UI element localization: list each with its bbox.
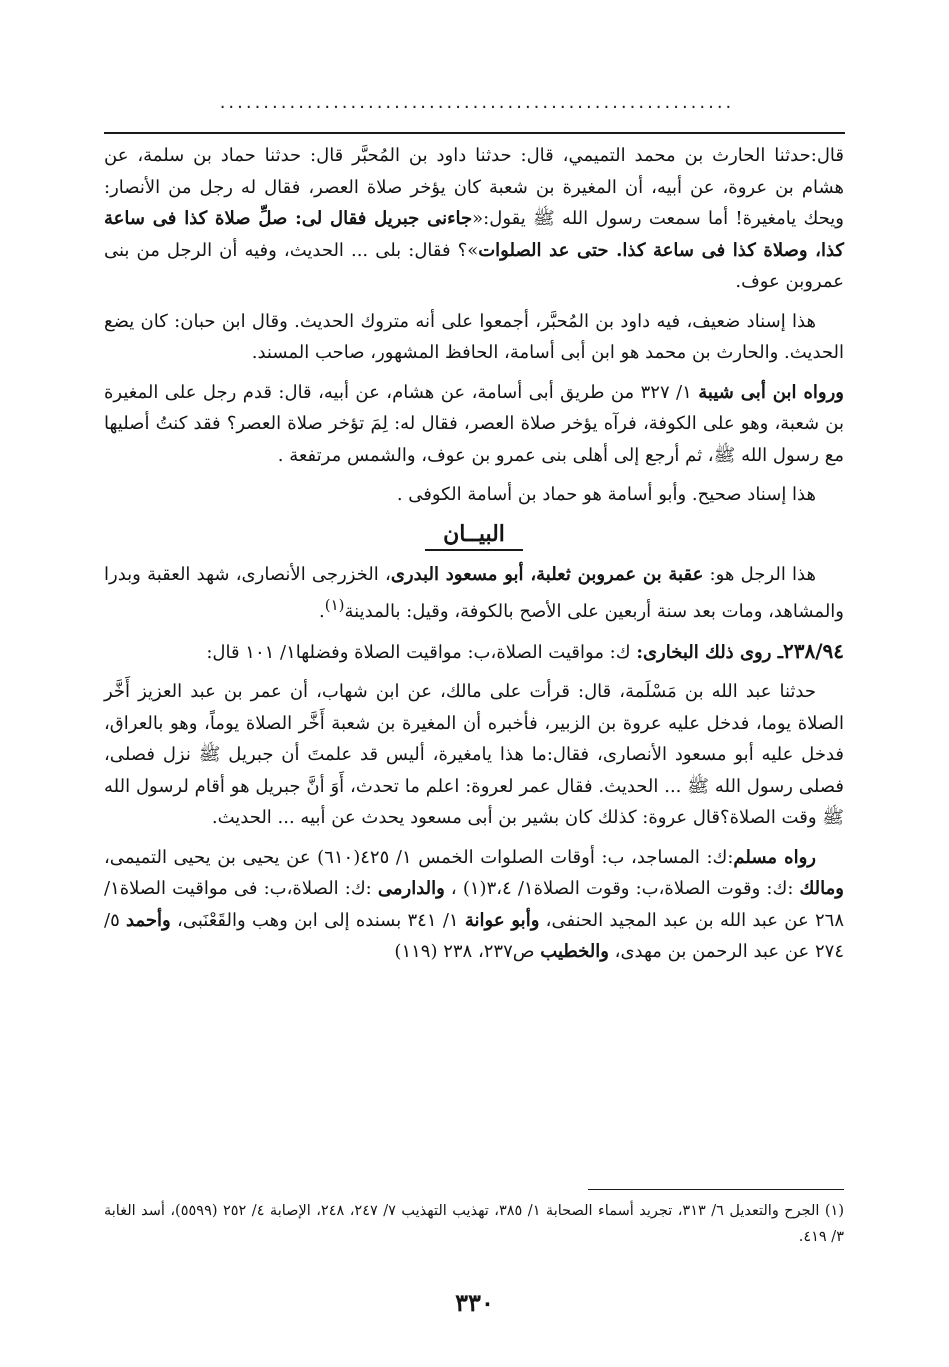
section-heading <box>104 519 844 551</box>
source-abu-awana: وأبو عوانة <box>464 909 540 931</box>
decorative-dotted-line: ........................................................... <box>219 92 735 113</box>
section-heading-text: البيــان <box>425 519 523 551</box>
paragraph-hadith-text <box>104 140 844 298</box>
paragraph-bukhari-text: حدثنا عبد الله بن مَسْلَمة، قال: قرأت على مالك، عن ابن شهاب، أن عمر بن عبد العزيز أَخَّر الصلاة يوما، فدخل عليه عروة بن الزبير، فأخبره أن المغيرة بن شعبة أَخَّر الصلاة يوماً، وهو بالعراق، فدخل عليه أبو مسعود الأنصارى، فقال:ما هذا يامغيرة، أليس قد علمتَ أن جبريل ﷺ نزل فصلى، فصلى رسول الله ﷺ ... الحديث. فقال عمر لعروة: اعلم ما تحدث، أَوَ أنَّ جبريل هو أقام لرسول الله ﷺ وقت الصلاة؟قال عروة: كذلك كان بشير بن أبى مسعود يحدث عن أبيه ... الحديث. <box>104 681 844 828</box>
paragraph-man-identity <box>104 559 844 628</box>
identity-text: ، الخزرجى الأنصارى، شهد العقبة وبدرا والمشاهد، ومات بعد سنة أربعين على الأصح بالكوفة، وقيل: بالمدينة <box>104 563 844 622</box>
footnote-1: (١) الجرح والتعديل ٦/ ٣١٣، تجريد أسماء الصحابة ١/ ٣٨٥، تهذيب التهذيب ٧/ ٢٤٧، ٢٤٨، الإصابة ٤/ ٢٥٢ (٥٥٩٩)، أسد الغابة ٣/ ٤١٩. <box>104 1203 845 1245</box>
source-muslim: رواه مسلم <box>733 846 816 868</box>
khatib-ref: ص٢٣٧، ٢٣٨ (١١٩) <box>394 941 541 962</box>
bukhari-ref: ك: مواقيت الصلاة،ب: مواقيت الصلاة وفضلها١/ ١٠١ قال: <box>206 641 637 663</box>
top-rule <box>104 132 845 134</box>
footnotes <box>104 1198 844 1250</box>
paragraph-ibn-abi-shayba <box>104 377 844 472</box>
ibn-abi-shayba-text: ١/ ٣٢٧ من طريق أبى أسامة، عن هشام، عن أبيه، قال: قدم رجل على المغيرة بن شعبة، وهو على الكوفة، فرآه يؤخر صلاة العصر، فقال له: لِمَ تؤخر صلاة العصر؟ فقد كنتُ أصليها مع رسول الله ﷺ، ثم أرجع إلى أهلى بنى عمرو بن عوف، والشمس مرتفعة . <box>104 381 844 466</box>
abu-awana-ref: ١/ ٣٤١ بسنده إلى ابن وهب والقَعْنَبى، <box>170 909 465 931</box>
source-malik: ومالك <box>799 878 844 899</box>
identity-end: . <box>319 601 325 622</box>
hadith-number-heading <box>104 636 844 669</box>
bukhari-label: ـ روى ذلك البخارى: <box>636 641 783 663</box>
page-body <box>104 140 844 976</box>
source-khatib: والخطيب <box>540 941 609 962</box>
hadith-intro: قال:حدثنا الحارث بن محمد التميمي، قال: حدثنا داود بن المُحبَّر قال: حدثنا حماد بن سلمة، عن هشام بن عروة، عن أبيه، أن المغيرة بن شعبة كان يؤخر صلاة العصر، فقال له رجل من الأنصار: ويحك يامغيرة! أما سمعت رسول الله ﷺ يقول:« <box>104 145 844 229</box>
identity-intro: هذا الرجل هو: <box>703 563 817 585</box>
paragraph-narrations <box>104 842 844 968</box>
page-number: ٣٣٠ <box>455 1288 494 1317</box>
hadith-tail: »؟ فقال: بلى ... الحديث، وفيه أن الرجل من بنى عمروبن عوف. <box>104 239 844 292</box>
footnote-rule <box>588 1189 844 1190</box>
darimi-ref: :ك: الصلاة،ب: فى مواقيت الصلاة١/ ٢٦٨ عن عبد الله بن عبد المجيد الحنفى، <box>104 878 844 931</box>
muslim-ref: :ك: المساجد، ب: أوقات الصلوات الخمس ١/ ٤٢٥(٦١٠) عن يحيى بن يحيى التميمى، <box>104 846 734 868</box>
paragraph-isnad-weak: هذا إسناد ضعيف، فيه داود بن المُحبَّر، أجمعوا على أنه متروك الحديث. وقال ابن حبان: كان يضع الحديث. والحارث بن محمد هو ابن أبى أسامة، الحافظ المشهور، صاحب المسند. <box>104 310 844 363</box>
source-darimi: والدارمى <box>377 878 445 899</box>
ahmad-ref: ٥/ ٢٧٤ عن عبد الرحمن بن مهدى، <box>104 909 844 962</box>
paragraph-isnad-sahih: هذا إسناد صحيح. وأبو أسامة هو حماد بن أسامة الكوفى . <box>396 484 816 505</box>
source-ibn-abi-shayba: ورواه ابن أبى شيبة <box>698 381 844 403</box>
hadith-number: ٢٣٨/٩٤ <box>782 638 844 663</box>
malik-ref: :ك: وقوت الصلاة،ب: وقوت الصلاة١/ ٣،٤(١) ، <box>444 878 800 899</box>
footnote-ref: (١) <box>324 596 345 614</box>
hadith-quote: جاءنى جبريل فقال لى: صلِّ صلاة كذا فى ساعة كذا، وصلاة كذا فى ساعة كذا. حتى عد الصلوات <box>104 208 844 261</box>
identity-name: عقبة بن عمروبن ثعلبة، أبو مسعود البدرى <box>390 563 704 585</box>
source-ahmad: وأحمد <box>126 909 171 931</box>
